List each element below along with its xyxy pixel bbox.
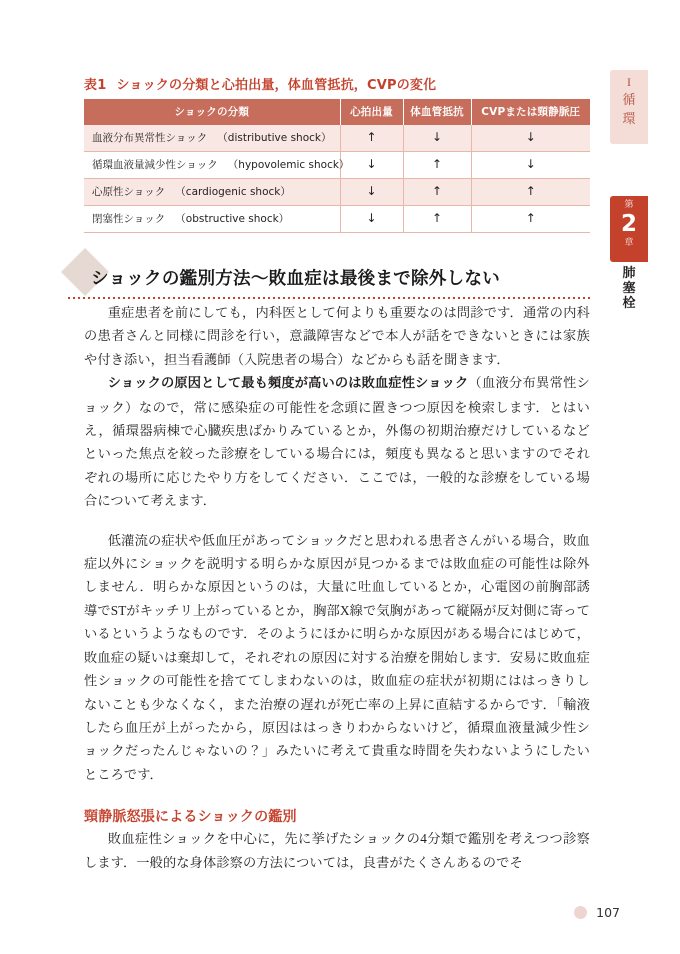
chapter-title-char-1: 肺 bbox=[622, 266, 636, 281]
row-name-jp: 閉塞性ショック bbox=[92, 213, 166, 225]
chapter-number: 2 bbox=[620, 211, 637, 237]
row-name-jp: 血液分布異常性ショック bbox=[92, 132, 208, 144]
chapter-prefix: 第 bbox=[624, 200, 634, 210]
arrow-glyph: ↑ bbox=[525, 211, 536, 225]
row-name-jp: 心原性ショック bbox=[92, 186, 166, 198]
row-cvp bbox=[471, 152, 590, 179]
chapter-title-vertical bbox=[610, 266, 648, 311]
paragraph-2 bbox=[84, 371, 590, 512]
section-heading-block bbox=[84, 255, 590, 301]
row-name-en: （hypovolemic shock） bbox=[227, 159, 350, 171]
subsection-heading: 頸静脈怒張によるショックの鑑別 bbox=[84, 809, 297, 826]
arrow-glyph: ↑ bbox=[431, 157, 443, 171]
arrow-glyph: ↓ bbox=[431, 130, 443, 144]
folio bbox=[574, 905, 620, 920]
arrow-glyph: ↓ bbox=[525, 157, 536, 171]
row-name-cell bbox=[84, 206, 340, 233]
row-name-en: （cardiogenic shock） bbox=[175, 186, 291, 198]
arrow-glyph: ↑ bbox=[525, 184, 536, 198]
paragraph-3: 低灌流の症状や低血圧があってショックだと思われる患者さんがいる場合，敗血症以外にショックを説明する明らかな原因が見つかるまでは敗血症の可能性は除外しません．明らかな原因というのは，大量に吐血しているとか，心電図の前胸部誘導でSTがキッチリ上がっているとか，胸部X線で気胸があって縦隔が反対側に寄っているというようなものです．そのようにほかに明らかな原因がある場合にはじめて，敗血症の疑いは棄却して，それぞれの原因に対する治療を開始します．安易に敗血症性ショックの可能性を捨ててしまわないのは，敗血症の症状が初期にははっきりしないことも少なくなく，また治療の遅れが死亡率の上昇に直結するからです．「輸液したら血圧が上がったから，原因ははっきりわからないけど，循環血液量減少性ショックだったんじゃないの？」みたいに考えて貴重な時間を失わないようにしたいところです． bbox=[84, 532, 590, 782]
section-heading: ショックの鑑別方法〜敗血症は最後まで除外しない bbox=[91, 269, 501, 289]
row-name-cell bbox=[84, 125, 340, 152]
paragraph-2-rest: （血液分布異常性ショック）なので，常に感染症の可能性を念頭に置きつつ原因を検索します．とはいえ，循環器病棟で心臓疾患ばかりみているとか，外傷の初期治療だけしているなどといった焦点を絞った診療をしている場合には，頻度も異なると思いますのでそれぞれの場所に応じたやり方をしてください．ここでは，一般的な診療をしている場合について考えます． bbox=[84, 375, 590, 509]
paragraph-1: 重症患者を前にしても，内科医として何よりも重要なのは問診です．通常の内科の患者さんと同様に問診を行い，意識障害などで本人が話をできないときには家族や付き添い，担当看護師（入院患者の場合）などからも話を聞きます． bbox=[84, 305, 590, 367]
table-row bbox=[84, 206, 590, 233]
paragraph-2-bold-lead: ショックの原因として最も頻度が高いのは敗血症性ショック bbox=[107, 376, 469, 392]
arrow-glyph: ↓ bbox=[366, 184, 377, 198]
arrow-glyph: ↓ bbox=[525, 130, 536, 144]
row-name-cell bbox=[84, 152, 350, 179]
row-cardiac-output bbox=[340, 206, 403, 233]
header-cardiac-output: 心拍出量 bbox=[340, 99, 403, 125]
row-name-cell bbox=[84, 179, 340, 206]
row-svr bbox=[403, 152, 471, 179]
part-label-char-1: 循 bbox=[622, 93, 636, 108]
row-cardiac-output bbox=[340, 152, 403, 179]
chapter-tab-rail bbox=[596, 0, 680, 954]
table-caption bbox=[84, 0, 590, 99]
table-caption-text: ショックの分類と心拍出量，体血管抵抗，CVPの変化 bbox=[116, 78, 437, 93]
chapter-tab bbox=[610, 196, 648, 262]
row-svr bbox=[403, 206, 471, 233]
arrow-glyph: ↓ bbox=[366, 157, 377, 171]
folio-dot-icon bbox=[574, 906, 587, 919]
table-row bbox=[84, 179, 590, 206]
row-name-en: （obstructive shock） bbox=[175, 213, 290, 225]
part-label-char-2: 環 bbox=[622, 112, 636, 127]
table-row bbox=[84, 125, 590, 152]
chapter-title-char-2: 塞 bbox=[622, 281, 636, 296]
arrow-glyph: ↑ bbox=[366, 130, 377, 144]
row-cardiac-output bbox=[340, 179, 403, 206]
row-name-en: （distributive shock） bbox=[217, 132, 332, 144]
page-content bbox=[84, 0, 590, 874]
shock-classification-table bbox=[84, 99, 590, 233]
page-number: 107 bbox=[596, 905, 620, 920]
chapter-title-char-3: 栓 bbox=[622, 296, 636, 311]
row-cardiac-output bbox=[340, 125, 403, 152]
table-row bbox=[84, 152, 590, 179]
part-tab bbox=[610, 70, 648, 144]
row-cvp bbox=[471, 179, 590, 206]
header-cvp: CVPまたは頸静脈圧 bbox=[471, 99, 590, 125]
part-roman-numeral: I bbox=[627, 75, 631, 89]
chapter-suffix: 章 bbox=[624, 238, 634, 248]
paragraph-4: 敗血症性ショックを中心に，先に挙げたショックの4分類で鑑別を考えつつ診察します．一般的な身体診察の方法については，良書がたくさんあるのでそ bbox=[84, 831, 590, 870]
arrow-glyph: ↑ bbox=[431, 211, 443, 225]
header-svr: 体血管抵抗 bbox=[403, 99, 471, 125]
row-name-jp: 循環血液量減少性ショック bbox=[92, 159, 218, 171]
row-cvp bbox=[471, 125, 590, 152]
row-cvp bbox=[471, 206, 590, 233]
arrow-glyph: ↑ bbox=[431, 184, 443, 198]
table-header-row bbox=[84, 99, 590, 125]
arrow-glyph: ↓ bbox=[366, 211, 377, 225]
row-svr bbox=[403, 179, 471, 206]
header-classification: ショックの分類 bbox=[84, 99, 340, 125]
table-caption-number: 表1 bbox=[84, 78, 107, 93]
dotted-rule-divider bbox=[68, 297, 590, 299]
row-svr bbox=[403, 125, 471, 152]
